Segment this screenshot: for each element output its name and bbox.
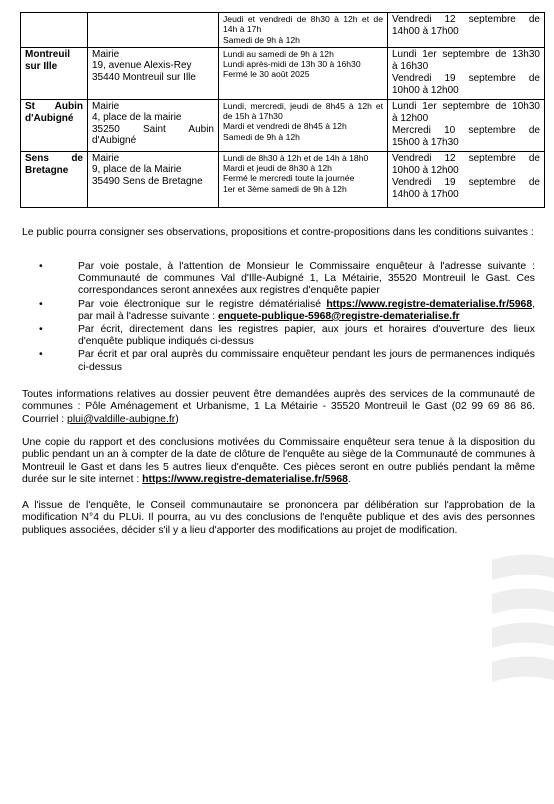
permanence-day: Lundi 1er septembre de 13h30	[392, 48, 540, 60]
lieu-line: 9, place de la Mairie	[92, 164, 182, 176]
lieu-line: Mairie	[92, 100, 120, 112]
permanence-day: Vendredi 12 septembre de	[392, 152, 540, 164]
lieu-cell	[88, 47, 219, 99]
registre-link[interactable]: https://www.registre-dematerialise.fr/5968	[326, 298, 533, 310]
bullet-text: ,	[532, 298, 535, 310]
commune-name: Sens de Bretagne	[25, 152, 83, 176]
bullet-marker: •	[39, 298, 43, 310]
rapport-end: .	[347, 474, 351, 486]
info-paragraph	[22, 389, 535, 426]
lieu-line: Mairie	[92, 48, 120, 60]
bullet-text: Par voie postale, à l'attention de Monsieur le Commissaire enquêteur à l'adresse suivante : Communauté de communes Val d'Ille-Aubigné 1, La Métairie, 35520 Montreuil le Gast. Ces correspondances seront annexées aux registres d'enquête papier	[78, 261, 535, 297]
permanence-hours: à 16h30	[392, 60, 429, 72]
lieu-cell	[88, 13, 219, 48]
commune-name: Montreuil sur Ille	[25, 48, 70, 72]
permanences-cell	[388, 151, 545, 207]
permanence-hours: 14h00 à 17h00	[392, 188, 459, 200]
list-item	[22, 261, 535, 298]
lieu-line: Mairie	[92, 152, 120, 164]
info-close: )	[175, 413, 179, 425]
commune-cell	[21, 13, 88, 48]
bullet-marker: •	[39, 261, 43, 272]
commune-cell	[21, 151, 88, 207]
horaires-line: Lundi au samedi de 9h à 12h	[223, 48, 334, 59]
permanence-day: Vendredi 19 septembre de	[392, 176, 540, 188]
permanence-day: Vendredi 19 septembre de	[392, 72, 540, 84]
table-row	[21, 13, 545, 48]
horaires-cell	[219, 99, 388, 151]
bullet-text: Par écrit et par oral auprès du commissaire enquêteur pendant les jours de permanences indiqués ci-dessus	[78, 349, 535, 373]
table-row	[21, 151, 545, 207]
list-item	[22, 299, 535, 323]
bullet-text: Par voie électronique sur le registre dématérialisé	[78, 298, 327, 310]
horaires-cell	[219, 151, 388, 207]
bullet-marker: •	[39, 324, 43, 336]
horaires-line: Fermé le mercredi toute la journée	[223, 173, 355, 184]
table-row	[21, 99, 545, 151]
horaires-cell	[219, 13, 388, 48]
horaires-line: Mardi et vendredi de 8h45 à 12h	[223, 121, 347, 132]
horaires-line: Samedi de 9h à 12h	[223, 131, 300, 142]
lieu-line: 4, place de la mairie	[92, 112, 182, 124]
lieu-line: 35440 Montreuil sur Ille	[92, 71, 196, 83]
lieu-cell	[88, 151, 219, 207]
bullet-text: par mail à l'adresse suivante :	[78, 310, 219, 322]
list-item	[22, 324, 535, 348]
bullet-text: Par écrit, directement dans les registres papier, aux jours et horaires d'ouverture des lieux d'enquête publique indiqués ci-dessus	[78, 324, 535, 348]
lieu-line: 35490 Sens de Bretagne	[92, 175, 203, 187]
intro-paragraph: Le public pourra consigner ses observations, propositions et contre-propositions dans les conditions suivantes :	[22, 227, 534, 238]
horaires-line: Samedi de 9h à 12h	[223, 34, 300, 45]
decorative-stripes	[492, 548, 554, 688]
lieu-line: 19, avenue Alexis-Rey	[92, 60, 192, 72]
horaires-line: Lundi de 8h30 à 12h et de 14h à 18h0	[223, 152, 369, 163]
permanence-hours: 10h00 à 12h00	[392, 84, 459, 96]
lieu-cell	[88, 99, 219, 151]
permanences-table	[20, 12, 545, 208]
conclusion-paragraph: A l'issue de l'enquête, le Conseil communautaire se prononcera par délibération sur l'approbation de la modification N°4 du PLUi. Il pourra, au vu des conclusions de l'enquête publique et des avis des personnes publiques associées, décider s'il y a lieu d'apporter des modifications au projet de modification.	[22, 500, 535, 536]
permanence-hours: 15h00 à 17h30	[392, 136, 459, 148]
horaires-line: Fermé le 30 août 2025	[223, 69, 310, 80]
horaires-line: Mardi et jeudi de 8h30 à 12h	[223, 163, 332, 174]
commune-cell	[21, 99, 88, 151]
registre-link[interactable]: https://www.registre-dematerialise.fr/5968	[142, 474, 348, 486]
list-item	[22, 349, 535, 373]
permanence-day: Vendredi 12 septembre de	[392, 14, 540, 25]
bullet-marker: •	[39, 349, 43, 361]
horaires-cell	[219, 47, 388, 99]
plui-email-link[interactable]: plui@valdille-aubigne.fr	[67, 413, 176, 425]
permanence-hours: 14h00 à 17h00	[392, 26, 459, 37]
permanences-cell	[388, 99, 545, 151]
permanences-cell	[388, 13, 545, 48]
commune-cell	[21, 47, 88, 99]
horaires-line: 1er et 3ème samedi de 9h à 12h	[223, 183, 347, 194]
lieu-line: 35250 Saint Aubin d'Aubigné	[92, 123, 214, 147]
info-text: Toutes informations relatives au dossier peuvent être demandées auprès des services de la communauté de communes : Pôle Aménagement et Urbanisme, 1 La Métairie - 35520 Montreuil le Gast (02 99 69 86 86. Courriel :	[22, 389, 535, 425]
permanence-hours: à 12h00	[392, 112, 429, 124]
permanences-cell	[388, 47, 545, 99]
table-row	[21, 47, 545, 99]
permanence-hours: 10h00 à 12h00	[392, 164, 459, 176]
commune-name: St Aubin d'Aubigné	[25, 100, 83, 124]
rapport-paragraph	[22, 437, 535, 487]
enquete-email-link[interactable]: enquete-publique-5968@registre-dematerialise.fr	[218, 310, 460, 322]
horaires-line: Jeudi et vendredi de 8h30 à 12h et de 14h à 17h	[223, 14, 383, 35]
bullet-list	[22, 261, 535, 375]
horaires-line: Lundi après-midi de 13h 30 à 16h30	[223, 59, 361, 70]
rapport-text: Une copie du rapport et des conclusions motivées du Commissaire enquêteur sera tenue à la disposition du public pendant un an à compter de la date de clôture de l'enquête au siège de la Communauté de communes à Montreuil le Gast et dans les 5 autres lieux d'enquête. Ces pièces seront en outre publiés pendant la même durée sur le site internet :	[22, 437, 535, 486]
permanence-day: Mercredi 10 septembre de	[392, 124, 540, 136]
permanence-day: Lundi 1er septembre de 10h30	[392, 100, 540, 112]
horaires-line: Lundi, mercredi, jeudi de 8h45 à 12h et de 15h à 17h30	[223, 100, 383, 122]
